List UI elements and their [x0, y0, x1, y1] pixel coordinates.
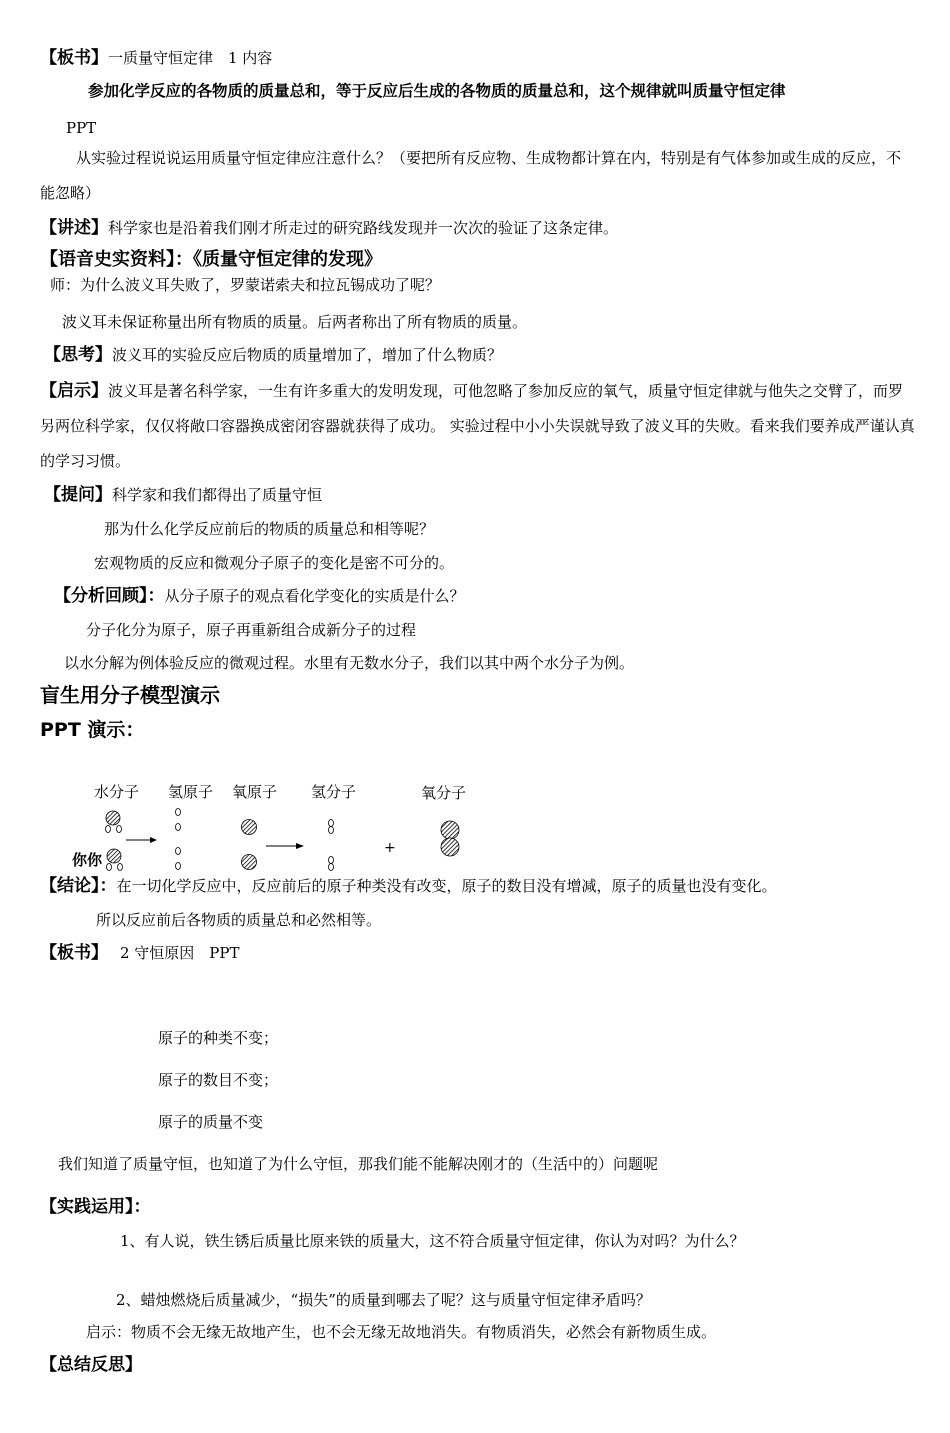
tag-analysis: 【分析回顾】： — [54, 586, 165, 606]
water-example-line: 以水分解为例体验反应的微观过程。水里有无数水分子，我们以其中两个水分子为例。 — [64, 654, 635, 672]
tag-board-2: 【板书】 — [40, 943, 108, 963]
practice-inspiration: 启示：物质不会无缘无故地产生，也不会无缘无故地消失。有物质消失，必然会有新物质生成。 — [86, 1323, 717, 1341]
label-hydrogen-atom: 氢原子 — [168, 783, 214, 801]
tag-board: 【板书】 — [40, 48, 108, 68]
inspiration-text: 波义耳是著名科学家，一生有许多重大的发明发现，可他忽略了参加反应的氧气，质量守恒定律就与他失之交臂了，而罗另两位科学家，仅仅将敞口容器换成密闭容器就获得了成功。 实验过程中小小失误就导致了波义耳的失败。看来我们要养成严谨认真的学习习惯。 — [40, 382, 915, 470]
water-molecule-2 — [107, 849, 123, 871]
transition-line: 我们知道了质量守恒，也知道了为什么守恒，那我们能不能解决刚才的（生活中的）问题呢 — [58, 1155, 659, 1173]
reason-mass: 原子的质量不变 — [158, 1113, 264, 1131]
oxygen-molecule — [441, 821, 459, 856]
plus-sign: + — [384, 840, 396, 856]
question-text: 科学家和我们都得出了质量守恒 — [112, 486, 323, 504]
practice-heading: 【实践运用】： — [40, 1197, 151, 1217]
tag-inspiration: 【启示】 — [40, 381, 108, 401]
essence-answer: 分子化分为原子，原子再重新组合成新分子的过程 — [86, 621, 417, 639]
analysis-text: 从分子原子的观点看化学变化的实质是什么？ — [164, 587, 465, 605]
tag-narration: 【讲述】 — [40, 218, 108, 238]
reason-count: 原子的数目不变； — [158, 1071, 279, 1089]
water-molecule-1 — [106, 811, 122, 833]
label-oxygen-atom: 氧原子 — [232, 783, 278, 801]
law-definition: 参加化学反应的各物质的质量总和，等于反应后生成的各物质的质量总和，这个规律就叫质量守恒定律 — [88, 82, 786, 100]
macro-micro-line: 宏观物质的反应和微观分子原子的变化是密不可分的。 — [94, 554, 455, 572]
reason-types: 原子的种类不变； — [158, 1029, 279, 1047]
tag-question: 【提问】 — [44, 485, 112, 505]
model-demo-heading: 盲生用分子模型演示 — [40, 683, 220, 707]
tag-conclusion: 【结论】： — [40, 876, 117, 896]
tag-think: 【思考】 — [44, 345, 112, 365]
hydrogen-atoms — [176, 809, 181, 870]
ppt-label: PPT — [66, 119, 97, 137]
conclusion-line — [40, 875, 777, 897]
teacher-question: 师：为什么波义耳失败了，罗蒙诺索夫和拉瓦锡成功了呢？ — [50, 276, 441, 294]
arrow-1 — [126, 837, 157, 843]
boyle-answer: 波义耳未保证称量出所有物质的质量。后两者称出了所有物质的质量。 — [62, 313, 528, 331]
summary-heading: 【总结反思】 — [40, 1355, 142, 1375]
experiment-question: 从实验过程说说运用质量守恒定律应注意什么？（要把所有反应物、生成物都计算在内，特别是有气体参加或生成的反应，不能忽略） — [40, 149, 902, 202]
board-line-1-text: 一质量守恒定律 1 内容 — [108, 49, 273, 67]
hydrogen-molecules — [329, 820, 334, 871]
label-water-molecule: 水分子 — [94, 783, 140, 801]
oxygen-atoms — [242, 820, 257, 870]
why-equal-question: 那为什么化学反应前后的物质的质量总和相等呢？ — [104, 520, 435, 538]
practice-question-2: 2、蜡烛燃烧后质量减少，“损失”的质量到哪去了呢？这与质量守恒定律矛盾吗？ — [116, 1291, 651, 1309]
practice-question-1: 1、有人说，铁生锈后质量比原来铁的质量大，这不符合质量守恒定律，你认为对吗？为什么？ — [120, 1232, 745, 1250]
arrow-2 — [266, 843, 304, 849]
label-oxygen-molecule: 氧分子 — [421, 784, 467, 802]
conclusion-followup: 所以反应前后各物质的质量总和必然相等。 — [96, 911, 382, 929]
board-line-2-text: 2 守恒原因 PPT — [120, 944, 240, 962]
board-line-2 — [40, 942, 240, 964]
label-hydrogen-molecule: 氢分子 — [311, 783, 357, 801]
think-text: 波义耳的实验反应后物质的质量增加了，增加了什么物质？ — [112, 346, 503, 364]
conclusion-text: 在一切化学反应中，反应前后的原子种类没有改变，原子的数目没有增减，原子的质量也没有变化。 — [116, 877, 777, 895]
audio-history-heading: 【语音史实资料】：《质量守恒定律的发现》 — [40, 249, 382, 270]
narration-text: 科学家也是沿着我们刚才所走过的研究路线发现并一次次的验证了这条定律。 — [108, 219, 619, 237]
partial-text: 你你 — [72, 851, 103, 869]
ppt-demo-heading: PPT 演示： — [40, 719, 145, 741]
